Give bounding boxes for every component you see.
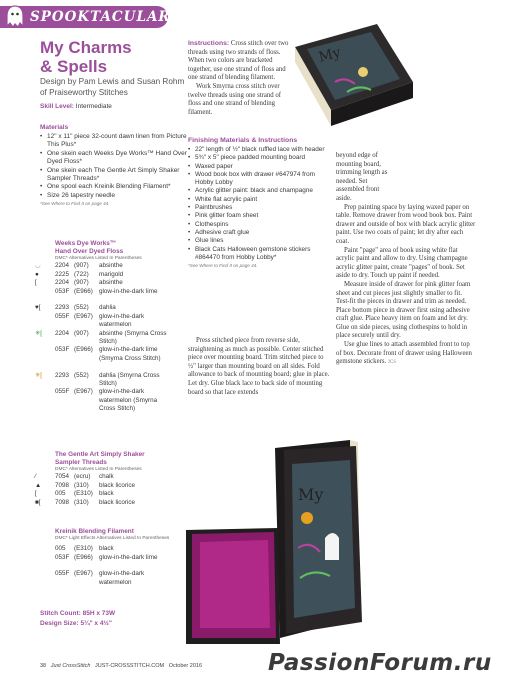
table-row: 055F (E967) glow-in-the-dark watermelon xyxy=(55,570,145,586)
gentle-title: The Gentle Art Simply Shaker xyxy=(55,451,145,458)
materials-heading: Materials xyxy=(40,124,69,131)
table-row: ✳[ 2293 (552) dahlia (Smyrna Cross Stitch) xyxy=(35,371,160,387)
finishing-list xyxy=(188,146,332,270)
list-item: • White flat acrylic paint xyxy=(188,196,332,204)
list-item: • One skein each Weeks Dye Works™ Hand Over Dyed Floss* xyxy=(40,150,190,167)
kreinik-note: DMC* Light Effects Alternatives Listed In Parentheses xyxy=(55,536,170,542)
list-item: • Size 26 tapestry needle xyxy=(40,192,190,200)
book-box-photo xyxy=(285,22,415,144)
table-row: ■[ 7098 (310) black licorice xyxy=(35,498,136,506)
title-line-1: My Charms xyxy=(40,38,132,57)
table-row: 053F (E966) glow-in-the-dark lime (Smyrna Cross Stitch) xyxy=(55,346,161,362)
skill-label: Skill Level: xyxy=(40,103,74,110)
list-item: • Acrylic glitter paint: black and champagne xyxy=(188,187,332,195)
skill-value: Intermediate xyxy=(75,103,112,110)
banner-label: SPOOKTACULAR xyxy=(30,9,171,25)
gentle-subtitle: Sampler Threads xyxy=(55,459,107,467)
open-drawer-photo xyxy=(180,438,475,650)
table-row: ♥[ 2293 (552) dahlia xyxy=(35,304,116,312)
magazine-name: Just CrossStitch xyxy=(50,663,91,669)
ghost-icon xyxy=(4,4,26,30)
table-row: ◡ 2204 (907) absinthe xyxy=(35,262,123,270)
watermark-brand: PassionForum.ru xyxy=(268,650,492,676)
stitch-count: Stitch Count: 85H x 73W xyxy=(40,610,116,617)
list-item: • Waxed paper xyxy=(188,163,332,171)
list-item: • Adhesive craft glue xyxy=(188,229,332,237)
table-row: ● 2225 (722) marigold xyxy=(35,270,124,278)
list-item: • Clothespins xyxy=(188,221,332,229)
table-row: ▲ 7098 (310) black licorice xyxy=(35,481,136,489)
title-line-2: & Spells xyxy=(40,57,108,76)
page-footer xyxy=(40,663,202,669)
list-item: • 22" length of ½" black ruffled lace with header xyxy=(188,146,332,154)
list-item: • One spool each Kreinik Blending Filament* xyxy=(40,183,190,191)
table-row: 005 (E310) black xyxy=(55,545,114,553)
table-row: 053F (E966) glow-in-the-dark lime xyxy=(55,553,158,561)
list-item: • Glue lines xyxy=(188,237,332,245)
design-size: Design Size: 5¼" x 4½" xyxy=(40,620,112,627)
finishing-body: Press stitched piece from reverse side, straightening as much as possible. Center stitched piece over mounting board. Trim stitched piece to ½" larger than mounting board on all sides. Fold allowance to back of mounting board; glue in place. Let dry. Glue black lace to back side of mounting board so that lace extends xyxy=(188,337,330,396)
finishing-note: *See Where to Find It on page 44. xyxy=(188,263,258,269)
table-row: ⁄ 7054 (ecru) chalk xyxy=(35,473,114,481)
instructions-heading: Instructions: xyxy=(188,40,230,47)
table-row: 055F (E967) glow-in-the-dark watermelon xyxy=(55,312,145,329)
page-title xyxy=(40,38,132,76)
svg-text:My: My xyxy=(298,485,324,504)
kreinik-section xyxy=(55,528,185,587)
weeks-title: Weeks Dye Works™ xyxy=(55,240,117,247)
table-row: 053F (E966) glow-in-the-dark lime xyxy=(55,287,158,295)
finishing-continued: beyond edge of mounting board, trimming length as needed. Set assembled front aside. Prep painting space by laying waxed paper on table. Remove drawer from wood book box. Paint drawer and outside of box with black acrylic glitter paint. Use two coats of paint; let dry after each coat. Paint "page" area of book using white flat acrylic paint and allow to dry. Using champagne acrylic glitter paint, create "pages" of book. Set aside to dry. Touch up paint if needed. Measure inside of drawer for pink glitter foam sheet and cut pieces just slightly smaller to fit. Test-fit the pieces in drawer and trim as needed. Place bottom piece in drawer first using adhesive craft glue. Place heavy item on foam and let dry. Glue on side pieces, using clothespins to hold in place securely until dry. Use glue lines to attach assembled front to top of box. Decorate front of drawer using Halloween gemstone stickers. JCS xyxy=(336,152,476,366)
page-number: 38 xyxy=(40,663,47,669)
end-mark: JCS xyxy=(387,360,396,366)
materials-list xyxy=(40,133,190,209)
list-item: • Black Cats Halloween gemstone stickers #864470 from Hobby Lobby* xyxy=(188,246,332,263)
kreinik-title: Kreinik Blending Filament xyxy=(55,528,134,535)
weeks-subtitle: Hand Over Dyed Floss xyxy=(55,248,124,256)
finishing-heading: Finishing Materials & Instructions xyxy=(188,137,298,144)
issue-date: October 2016 xyxy=(168,663,203,669)
table-row: [ 2204 (907) absinthe xyxy=(35,279,123,287)
list-item: • Paintbrushes xyxy=(188,204,332,212)
table-row: 055F (E967) glow-in-the-dark watermelon (Smyrna Cross Stitch) xyxy=(55,388,158,413)
list-item: • 12" x 11" piece 32-count dawn linen from Picture This Plus* xyxy=(40,133,190,150)
skill-level xyxy=(40,103,112,111)
list-item: • One skein each The Gentle Art Simply Shaker Sampler Threads* xyxy=(40,167,190,184)
gentle-art-section xyxy=(35,451,185,507)
list-item: • Pink glitter foam sheet xyxy=(188,212,332,220)
materials-note: *See Where to Find It on page 44. xyxy=(40,201,110,207)
list-item: • 5¾" x 5" piece padded mounting board xyxy=(188,154,332,162)
weeks-section xyxy=(35,240,185,414)
instructions-text: Instructions: Cross stitch over two threads using two strands of floss. When two colors are bracketed together, use one strand of floss and one strand of blending filament. Work Smyrna cross stitch over twelve threads using one strand of floss and one strand of blending filament. xyxy=(188,40,289,116)
table-row: ✳[ 2204 (907) absinthe (Smyrna Cross Stitch) xyxy=(35,329,167,345)
website: JUST-CROSSSTITCH.COM xyxy=(95,663,165,669)
byline: Design by Pam Lewis and Susan Rohm of Praiseworthy Stitches xyxy=(40,77,185,97)
gentle-note: DMC* Alternatives Listed In Parentheses xyxy=(55,467,142,473)
table-row: [ 005 (E310) black xyxy=(35,490,114,498)
list-item: • Wood book box with drawer #647974 from Hobby Lobby xyxy=(188,171,332,188)
svg-text:My: My xyxy=(316,44,343,66)
weeks-note: DMC* Alternatives Listed In Parentheses xyxy=(55,256,142,262)
